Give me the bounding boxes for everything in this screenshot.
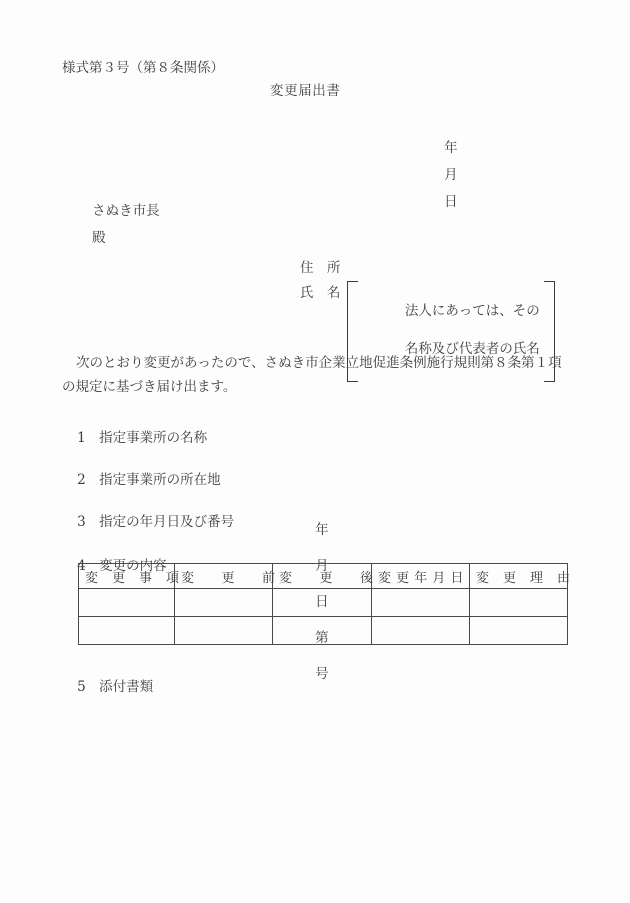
table-header-reason: 変 更 理 由 (470, 564, 568, 589)
body-paragraph: 次のとおり変更があったので、さぬき市企業立地促進条例施行規則第８条第１項の規定に基づき届け出ます。 (62, 355, 562, 395)
applicant-address-row (300, 256, 555, 276)
item-2 (60, 460, 221, 501)
item-4-number: 4 (77, 557, 86, 574)
applicant-address-label: 住 所 (300, 260, 341, 276)
applicant-name-label: 氏 名 (300, 285, 341, 301)
table-header-change-item: 変 更 事 項 (79, 564, 175, 589)
table-cell-change-item[interactable] (79, 617, 175, 645)
table-header-row (79, 564, 568, 589)
table-row (79, 617, 568, 645)
table-cell-change-date[interactable] (372, 617, 470, 645)
addressee-name: さぬき市長 (92, 202, 160, 219)
item-3-number: 3 (77, 513, 86, 530)
item-1 (60, 418, 207, 459)
addressee-honorific: 殿 (92, 229, 106, 246)
item-5 (60, 667, 153, 708)
change-details-table (78, 563, 571, 645)
corporate-note-line-2: 名称及び代表者の氏名 (404, 341, 540, 358)
addressee-line (75, 191, 160, 259)
table-header-after: 変 更 後 (273, 564, 372, 589)
item-1-label: 指定事業所の名称 (99, 429, 208, 446)
table-cell-before[interactable] (175, 589, 273, 617)
date-day-label: 日 (444, 193, 458, 210)
item-2-label: 指定事業所の所在地 (99, 471, 221, 488)
item-2-number: 2 (77, 471, 86, 488)
table-cell-change-item[interactable] (79, 589, 175, 617)
table-row (79, 589, 568, 617)
page-title: 変更届出書 (270, 83, 341, 99)
table-cell-reason[interactable] (470, 617, 568, 645)
designation-year-label: 年 (315, 522, 329, 538)
item-3 (60, 502, 234, 543)
date-month-label: 月 (444, 166, 458, 183)
form-number: 様式第３号（第８条関係） (62, 60, 224, 76)
item-4-label: 変更の内容 (99, 557, 167, 574)
item-5-label: 添付書類 (99, 678, 154, 695)
designation-number-prefix: 第 (315, 630, 329, 646)
designation-day-label: 日 (315, 594, 329, 610)
table-header-change-date: 変 更 年 月 日 (372, 564, 470, 589)
table-cell-before[interactable] (175, 617, 273, 645)
date-year-label: 年 (444, 139, 458, 156)
item-1-number: 1 (77, 429, 86, 446)
table-cell-after[interactable] (273, 617, 372, 645)
item-3-label: 指定の年月日及び番号 (99, 513, 235, 530)
item-5-number: 5 (77, 678, 86, 695)
table-cell-reason[interactable] (470, 589, 568, 617)
corporate-note-line-1: 法人にあっては、その (404, 303, 540, 320)
table-header-before: 変 更 前 (175, 564, 273, 589)
submission-date-line (427, 128, 474, 223)
designation-month-label: 月 (315, 558, 329, 574)
designation-number-suffix: 号 (315, 666, 329, 682)
table-cell-change-date[interactable] (372, 589, 470, 617)
table-cell-after[interactable] (273, 589, 372, 617)
